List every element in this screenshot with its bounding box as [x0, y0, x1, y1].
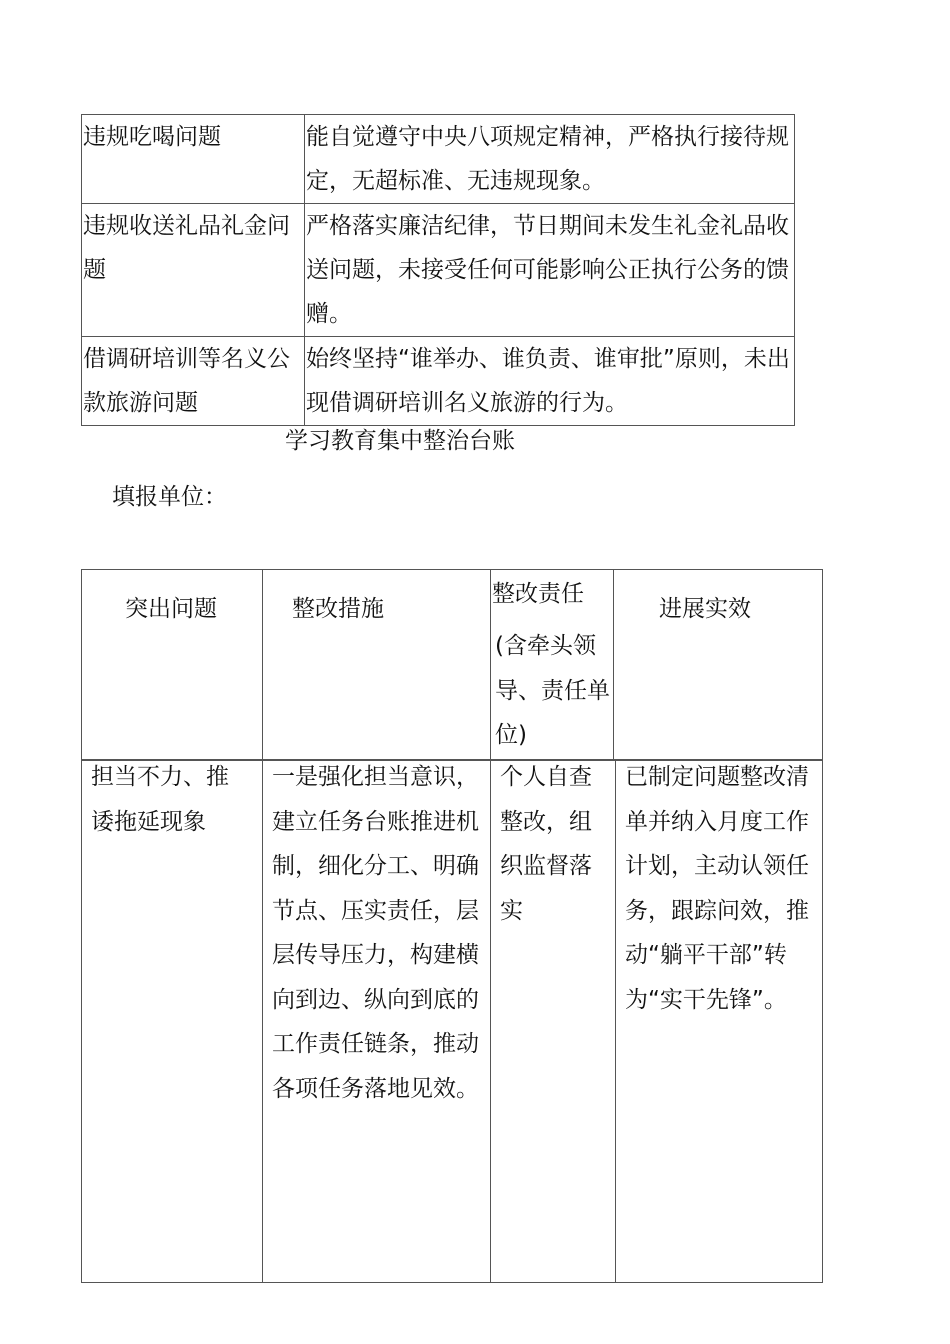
reporting-unit-label: 填报单位：: [112, 484, 227, 510]
table-border: [822, 569, 823, 1283]
integrity-check-table: [81, 114, 795, 426]
table-row: [82, 115, 795, 204]
column-divider: [615, 760, 616, 1283]
table-border: [81, 569, 82, 1283]
ledger-table: [81, 569, 823, 1283]
measure-cell: 严格落实廉洁纪律，节日期间未发生礼金礼品收送问题，未接受任何可能影响公正执行公务的馈赠。: [305, 204, 795, 337]
header-responsibility: 整改责任: [492, 581, 584, 607]
column-divider: [490, 569, 491, 1283]
table-border: [81, 1282, 823, 1283]
ledger-title: 学习教育集中整治台账: [285, 428, 515, 454]
column-divider: [262, 569, 263, 1283]
measure-cell: 能自觉遵守中央八项规定精神，严格执行接待规定，无超标准、无违规现象。: [305, 115, 795, 204]
row-issue: 担当不力、推诿拖延现象: [91, 764, 229, 835]
row-responsibility: 个人自查整改，组织监督落实: [500, 764, 592, 924]
column-divider: [613, 569, 614, 760]
table-border: [81, 569, 823, 570]
header-measure: 整改措施: [292, 596, 384, 622]
measure-cell: 始终坚持“谁举办、谁负责、谁审批”原则，未出现借调研培训名义旅游的行为。: [305, 337, 795, 426]
row-progress: 已制定问题整改清单并纳入月度工作计划，主动认领任务，跟踪问效，推动“躺平干部”转为“实干先锋”。: [625, 764, 809, 1013]
table-row: [82, 337, 795, 426]
issue-cell: 借调研培训等名义公款旅游问题: [82, 337, 305, 426]
table-row: [82, 204, 795, 337]
header-progress: 进展实效: [659, 596, 751, 622]
issue-cell: 违规吃喝问题: [82, 115, 305, 204]
row-measure: 一是强化担当意识，建立任务台账推进机制，细化分工、明确节点、压实责任，层层传导压力，构建横向到边、纵向到底的工作责任链条，推动各项任务落地见效。: [272, 764, 479, 1102]
issue-cell: 违规收送礼品礼金问题: [82, 204, 305, 337]
header-issue: 突出问题: [125, 596, 217, 622]
header-responsibility-note: (含牵头领导、责任单位): [495, 633, 610, 748]
